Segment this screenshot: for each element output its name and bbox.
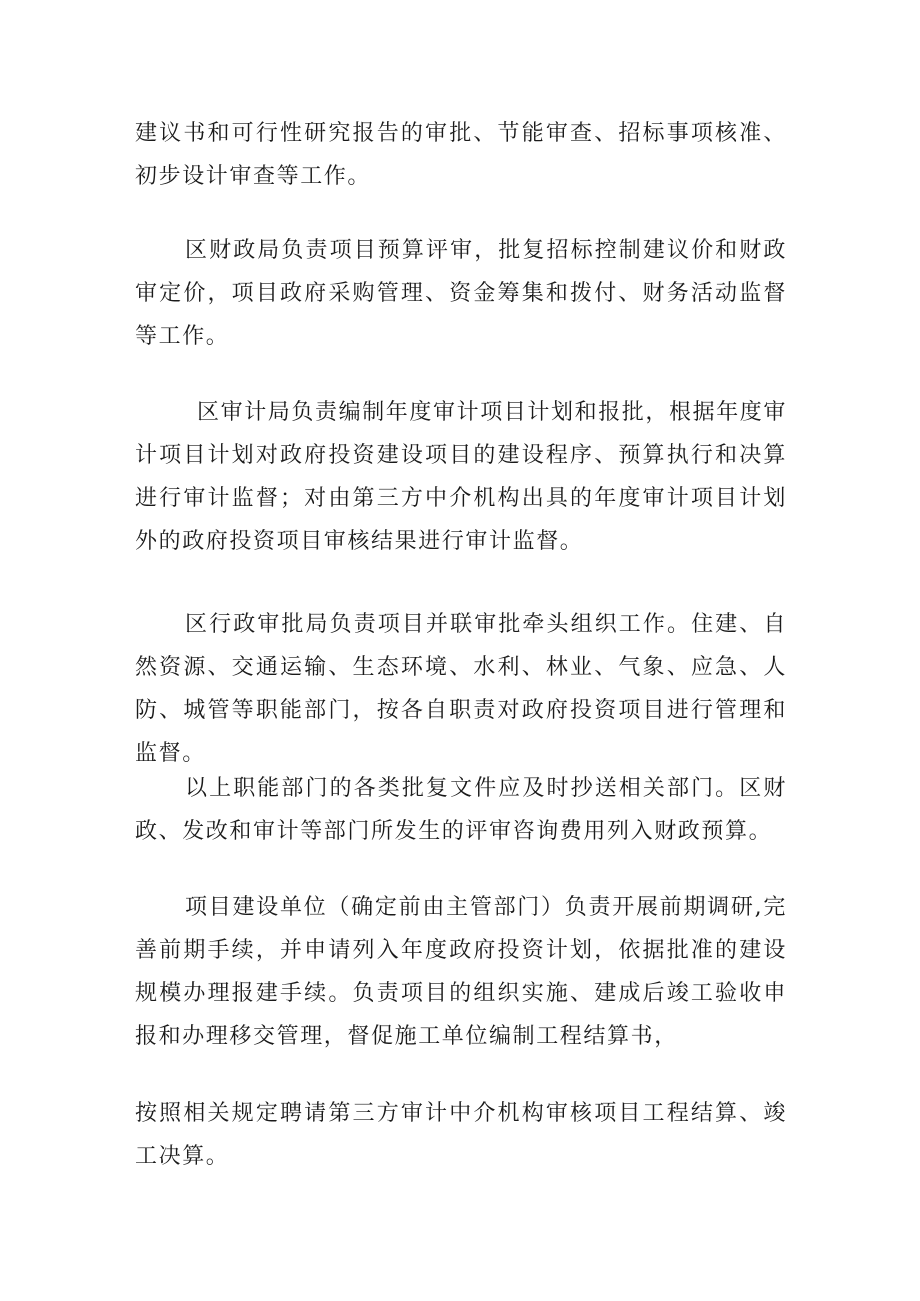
paragraph-finance-bureau: 区财政局负责项目预算评审，批复招标控制建议价和财政审定价，项目政府采购管理、资金筹集和拨付、财务活动监督等工作。 <box>135 238 787 349</box>
paragraph-approval-bureau: 区行政审批局负责项目并联审批牵头组织工作。住建、自然资源、交通运输、生态环境、水利、林业、气象、应急、人防、城管等职能部门，按各自职责对政府投资项目进行管理和监督。 <box>135 612 787 766</box>
paragraph-audit-bureau: 区审计局负责编制年度审计项目计划和报批，根据年度审计项目计划对政府投资建设项目的建设程序、预算执行和决算进行审计监督；对由第三方中介机构出具的年度审计项目计划外的政府投资项目审核结果进行审计监督。 <box>135 400 788 554</box>
paragraph-document-copy: 以上职能部门的各类批复文件应及时抄送相关部门。区财政、发改和审计等部门所发生的评审咨询费用列入财政预算。 <box>135 776 787 844</box>
paragraph-settlement: 按照相关规定聘请第三方审计中介机构审核项目工程结算、竣工决算。 <box>135 1101 787 1169</box>
paragraph-construction-unit: 项目建设单位（确定前由主管部门）负责开展前期调研,完善前期手续，并申请列入年度政府投资计划，依据批准的建设规模办理报建手续。负责项目的组织实施、建成后竣工验收申报和办理移交管理，督促施工单位编制工程结算书， <box>135 895 787 1049</box>
paragraph-continuation: 建议书和可行性研究报告的审批、节能审查、招标事项核准、初步设计审查等工作。 <box>135 121 787 189</box>
